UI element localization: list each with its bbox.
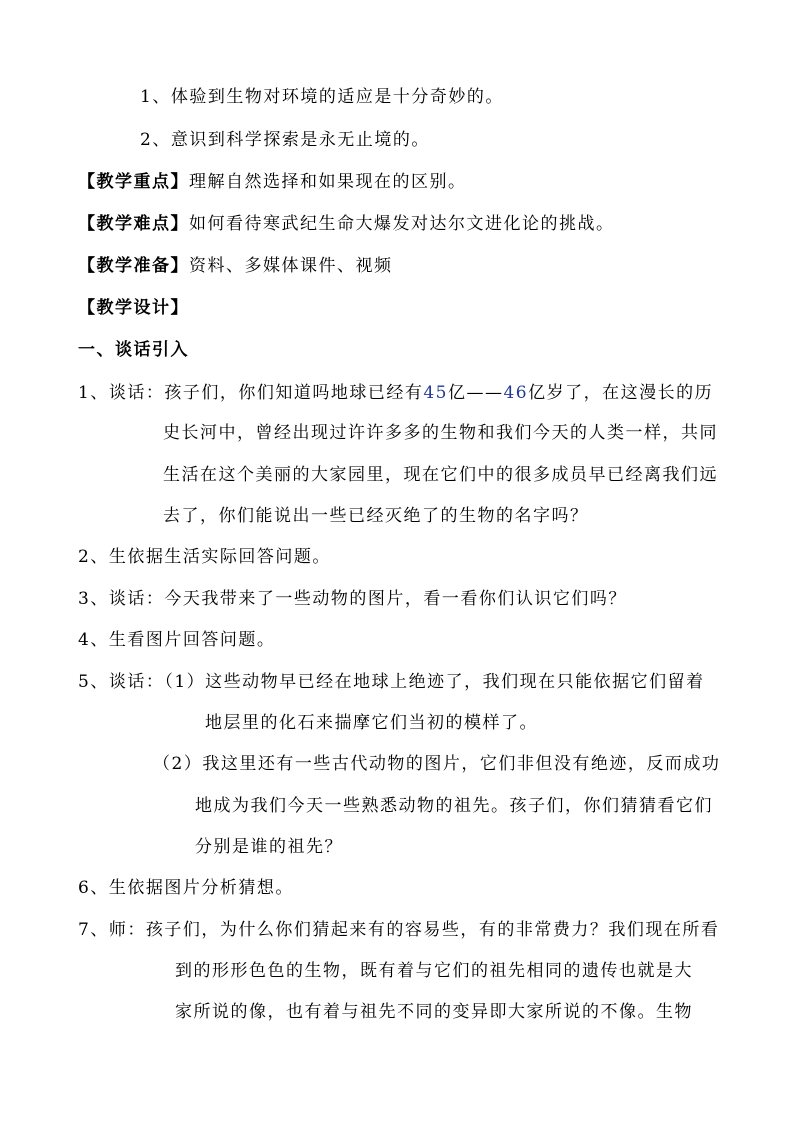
- step-1-suffix: 亿岁了，在这漫长的历: [528, 383, 714, 403]
- teaching-preparation-text: 资料、多媒体课件、视频: [189, 256, 393, 276]
- teaching-design-heading: 【教学设计】: [78, 298, 189, 318]
- step-6: 6、生依据图片分析猜想。: [78, 878, 294, 898]
- section-heading: 一、谈话引入: [78, 340, 189, 360]
- teaching-difficulty: [78, 213, 615, 235]
- goal-1: 1、体验到生物对环境的适应是十分奇妙的。: [140, 87, 504, 107]
- step-7-continuation: 到的形形色色的生物，既有着与它们的祖先相同的遗传也就是大: [175, 961, 693, 981]
- teaching-difficulty-label: 【教学难点】: [78, 214, 189, 234]
- step-1-continuation: 生活在这个美丽的大家园里，现在它们中的很多成员早已经离我们远: [163, 465, 718, 485]
- step-5-sub-2-continuation: 分别是谁的祖先？: [195, 837, 343, 857]
- step-5-sub-2: （2）我这里还有一些古代动物的图片，它们非但没有绝迹，反而成功: [153, 754, 721, 774]
- step-1-number-46: 46: [503, 383, 529, 403]
- step-1-number-45: 45: [423, 383, 448, 403]
- step-5-sub-2-continuation: 地成为我们今天一些熟悉动物的祖先。孩子们，你们猜猜看它们: [195, 796, 713, 816]
- teaching-focus-text: 理解自然选择和如果现在的区别。: [189, 172, 467, 192]
- teaching-preparation-label: 【教学准备】: [78, 256, 189, 276]
- step-5: 5、谈话：（1）这些动物早已经在地球上绝迹了，我们现在只能依据它们留着: [78, 672, 705, 692]
- step-4: 4、生看图片回答问题。: [78, 630, 276, 650]
- step-7: 7、师：孩子们，为什么你们猜起来有的容易些，有的非常费力？我们现在所看: [78, 920, 720, 940]
- step-3: 3、谈话：今天我带来了一些动物的图片，看一看你们认识它们吗？: [78, 589, 627, 609]
- teaching-focus: [78, 171, 467, 193]
- teaching-difficulty-text: 如何看待寒武纪生命大爆发对达尔文进化论的挑战。: [189, 214, 615, 234]
- step-1-continuation: 史长河中，曾经出现过许许多多的生物和我们今天的人类一样，共同: [163, 423, 718, 443]
- step-2: 2、生依据生活实际回答问题。: [78, 547, 331, 567]
- step-7-continuation: 家所说的像，也有着与祖先不同的变异即大家所说的不像。生物: [175, 1002, 693, 1022]
- step-1-prefix: 1、谈话：孩子们，你们知道吗地球已经有: [78, 383, 424, 403]
- step-1-mid: 亿——: [447, 383, 504, 403]
- step-1: [78, 382, 713, 404]
- teaching-preparation: [78, 255, 393, 277]
- step-5-continuation: 地层里的化石来揣摩它们当初的模样了。: [205, 713, 538, 733]
- teaching-focus-label: 【教学重点】: [78, 172, 189, 192]
- step-1-continuation: 去了，你们能说出一些已经灭绝了的生物的名字吗？: [163, 506, 589, 526]
- goal-2: 2、意识到科学探索是永无止境的。: [140, 130, 430, 150]
